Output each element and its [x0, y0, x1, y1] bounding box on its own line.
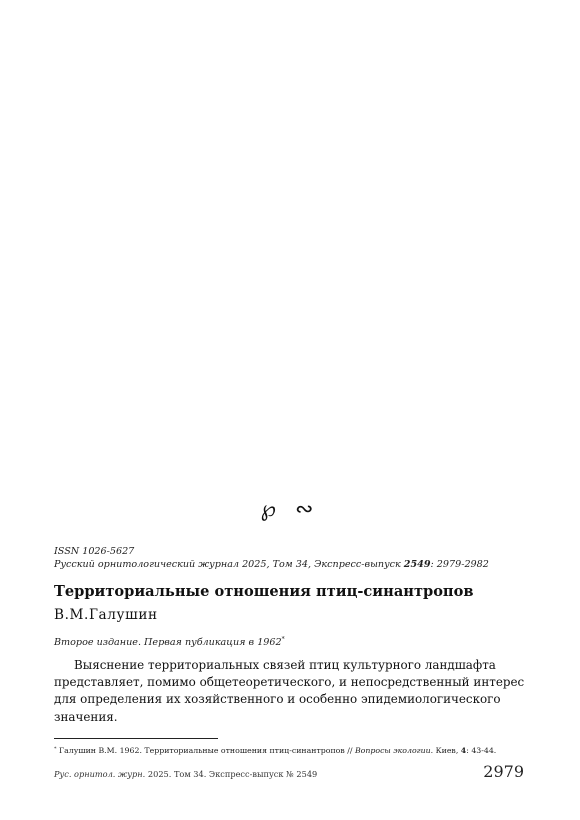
- footnote-divider: [54, 738, 218, 739]
- footer-journal-abbr: Рус. орнитол. журн.: [54, 769, 146, 779]
- ornament-left-glyph: ℘: [260, 497, 282, 522]
- running-footer: [54, 769, 317, 780]
- edition-footnote-marker: *: [281, 636, 285, 643]
- article-author: В.М.Галушин: [54, 607, 158, 623]
- footnote-citation: Галушин В.М. 1962. Территориальные отношения птиц-синантропов //: [56, 746, 355, 755]
- page-number: 2979: [483, 762, 524, 781]
- edition-note: [54, 633, 285, 649]
- journal-name: Русский орнитологический журнал 2025, Том 34, Экспресс-выпуск: [54, 559, 404, 570]
- footer-issue-info: 2025. Том 34. Экспресс-выпуск № 2549: [145, 769, 318, 779]
- article-title: Территориальные отношения птиц-синантропов: [54, 583, 474, 600]
- ornament-right-glyph: ∾: [294, 497, 320, 522]
- issue-number: 2549: [403, 559, 431, 570]
- footnote-marker: *: [54, 746, 57, 752]
- body-line: значения.: [54, 709, 118, 724]
- footnote-city: . Киев,: [430, 746, 461, 755]
- journal-citation-line: [54, 558, 489, 571]
- section-ornament: [0, 497, 580, 523]
- footnote-volume: 4: [460, 746, 467, 755]
- footnote-pages: : 43-44.: [466, 746, 497, 755]
- edition-note-text: Второе издание. Первая публикация в 1962: [54, 637, 282, 648]
- body-line: Выяснение территориальных связей птиц культурного ландшафта: [74, 658, 496, 672]
- body-line: представляет, помимо общетеоретического, и непосредственный интерес: [54, 675, 525, 690]
- footnote: [54, 744, 496, 756]
- page-range: : 2979-2982: [430, 559, 489, 570]
- body-line: для определения их хозяйственного и особенно эпидемиологического: [54, 692, 501, 707]
- issn-line: ISSN 1026-5627: [54, 546, 135, 557]
- footnote-source: Вопросы экологии: [354, 746, 431, 755]
- article-body-paragraph: [54, 657, 526, 726]
